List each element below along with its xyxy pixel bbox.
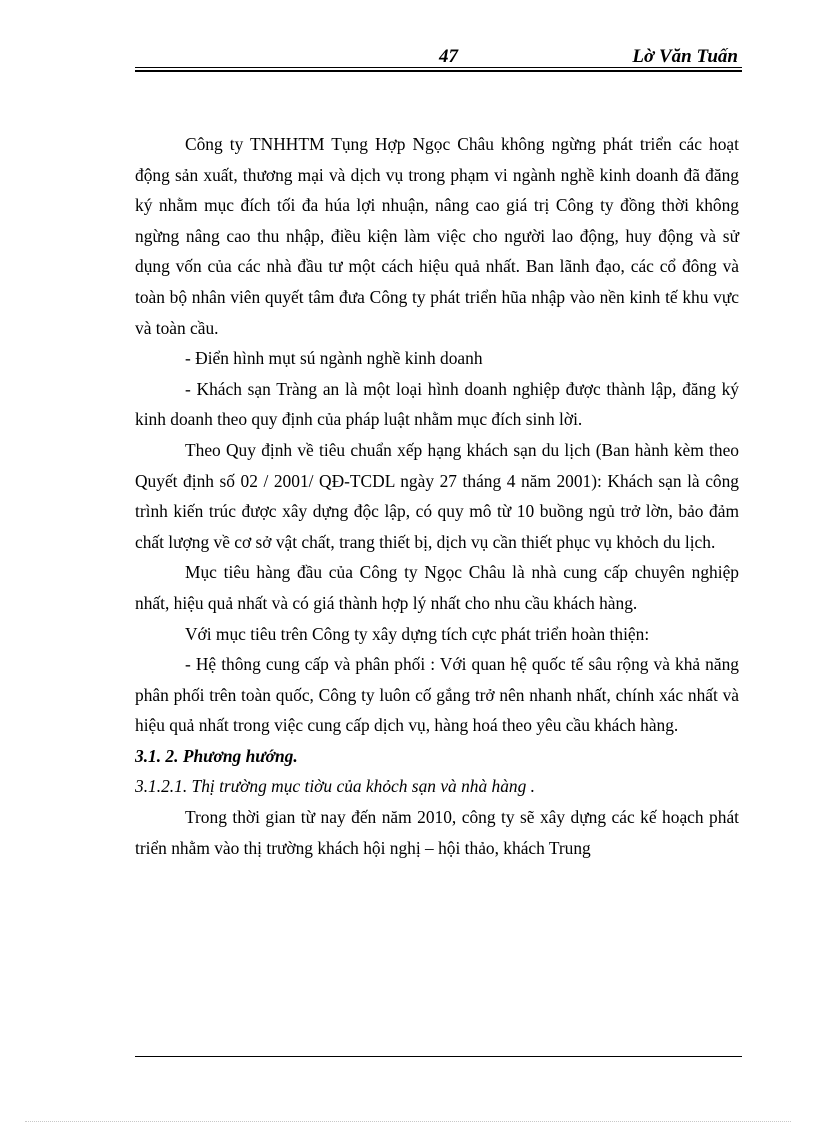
page-edge [25, 1121, 791, 1122]
paragraph-distribution-system: - Hệ thông cung cấp và phân phối : Với quan hệ quốc tế sâu rộng và khả năng phân phối trên toàn quốc, Công ty luôn cố gắng trở nên nhanh nhất, chính xác nhất và hiệu quả nhất trong việc cung cấp dịch vụ, hàng hoá theo yêu cầu khách hàng. [135, 654, 739, 736]
subsection-heading: 3.1.2.1. Thị trường mục tiờu của khỏch sạn và nhà hàng . [135, 776, 535, 797]
header-rule-thick [135, 70, 742, 72]
header-author: Lờ Văn Tuấn [632, 46, 738, 67]
paragraph-business-lines: - Điển hình mụt sú ngành nghề kinh doanh [185, 348, 483, 369]
paragraph-hotel-definition: - Khách sạn Tràng an là một loại hình doanh nghiệp được thành lập, đăng ký kinh doanh theo quy định của pháp luật nhằm mục đích sinh lời. [135, 378, 739, 430]
page-number: 47 [439, 46, 458, 67]
paragraph-development-plan: Trong thời gian từ nay đến năm 2010, công ty sẽ xây dựng các kế hoạch phát triển nhằm vào thị trường khách hội nghị – hội thảo, khách Trung [135, 807, 739, 858]
paragraph-goal-intro: Với mục tiêu trên Công ty xây dựng tích cực phát triển hoàn thiện: [185, 623, 650, 644]
section-heading: 3.1. 2. Phương hướng. [135, 745, 298, 766]
paragraph-hotel-standard: Theo Quy định về tiêu chuẩn xếp hạng khách sạn du lịch (Ban hành kèm theo Quyết định số 02 / 2001/ QĐ-TCDL ngày 27 tháng 4 năm 2001): Khách sạn là công trình kiến trúc được xây dựng độc lập, có quy mô từ 10 buồng ngủ trở lờn, bảo đảm chất lượng về cơ sở vật chất, trang thiết bị, dịch vụ cần thiết phục vụ khỏch du lịch. [135, 439, 739, 552]
paragraph-company-development: Công ty TNHHTM Tụng Hợp Ngọc Châu không ngừng phát triển các hoạt động sản xuất, thương mại và dịch vụ trong phạm vi ngành nghề kinh doanh đã đăng ký nhằm mục đích tối đa húa lợi nhuận, nâng cao giá trị Công ty đồng thời không ngừng nâng cao thu nhập, điều kiện làm việc cho người lao động, huy động và sử dụng vốn của các nhà đầu tư một cách hiệu quả nhất. Ban lãnh đạo, các cổ đông và toàn bộ nhân viên quyết tâm đưa Công ty phát triển hũa nhập vào nền kinh tế khu vực và toàn cầu. [135, 134, 739, 338]
footer-rule [135, 1056, 742, 1057]
document-body [135, 129, 739, 863]
paragraph-main-goal: Mục tiêu hàng đầu của Công ty Ngọc Châu là nhà cung cấp chuyên nghiệp nhất, hiệu quả nhất và có giá thành hợp lý nhất cho nhu cầu khách hàng. [135, 562, 739, 613]
header-rule-thin [135, 67, 742, 68]
